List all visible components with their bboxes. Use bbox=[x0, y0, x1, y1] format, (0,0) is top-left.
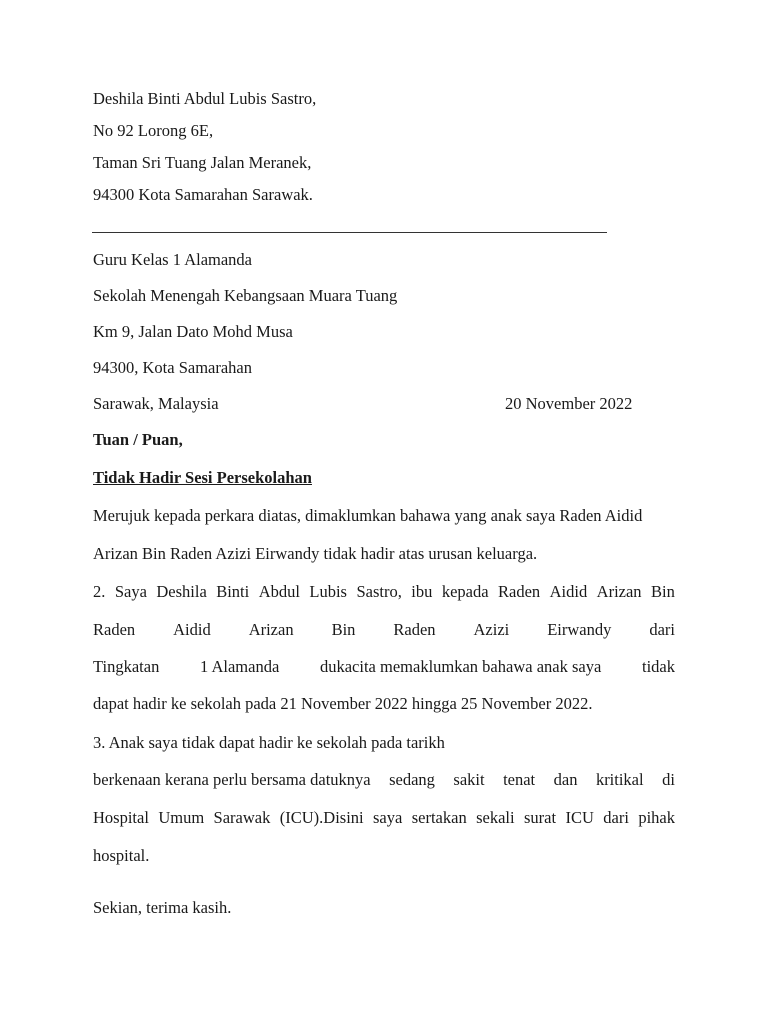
word: sedang bbox=[389, 770, 435, 789]
body-paragraph-2-line-3 bbox=[93, 657, 675, 677]
word: 1 Alamanda bbox=[200, 657, 280, 676]
word: di bbox=[662, 770, 675, 789]
word: Bin bbox=[331, 620, 356, 639]
word: (ICU).Disini bbox=[279, 808, 364, 827]
word: Raden bbox=[498, 582, 541, 601]
closing: Sekian, terima kasih. bbox=[93, 898, 232, 917]
word: Aidid bbox=[549, 582, 588, 601]
body-paragraph-1-line-1: Merujuk kepada perkara diatas, dimaklumkan bahawa yang anak saya Raden Aidid bbox=[93, 506, 643, 525]
body-paragraph-2-line-2 bbox=[93, 620, 675, 640]
word: ICU bbox=[565, 808, 594, 827]
recipient-line-3: Km 9, Jalan Dato Mohd Musa bbox=[93, 322, 293, 341]
word: Raden bbox=[93, 620, 136, 639]
recipient-line-2: Sekolah Menengah Kebangsaan Muara Tuang bbox=[93, 286, 398, 305]
word: pihak bbox=[638, 808, 675, 827]
recipient-line-1: Guru Kelas 1 Alamanda bbox=[93, 250, 252, 269]
word: Binti bbox=[216, 582, 250, 601]
word: dari bbox=[603, 808, 629, 827]
word: dan bbox=[553, 770, 578, 789]
sender-address-line-1: No 92 Lorong 6E, bbox=[93, 121, 214, 140]
word: Bin bbox=[651, 582, 675, 601]
word: surat bbox=[524, 808, 557, 827]
word: Sarawak bbox=[213, 808, 271, 827]
body-paragraph-1-line-2: Arizan Bin Raden Azizi Eirwandy tidak hadir atas urusan keluarga. bbox=[93, 544, 538, 563]
word: dukacita memaklumkan bahawa anak saya bbox=[319, 657, 602, 676]
word: kepada bbox=[441, 582, 489, 601]
salutation: Tuan / Puan, bbox=[93, 430, 183, 449]
word: berkenaan kerana perlu bersama datuknya bbox=[93, 770, 371, 789]
word: Sastro, bbox=[356, 582, 402, 601]
word: Lubis bbox=[309, 582, 347, 601]
word: Aidid bbox=[173, 620, 211, 639]
word: sekali bbox=[476, 808, 515, 827]
word: kritikal bbox=[595, 770, 644, 789]
word: ibu bbox=[411, 582, 433, 601]
word: Hospital bbox=[93, 808, 149, 827]
word: tenat bbox=[503, 770, 536, 789]
sender-name: Deshila Binti Abdul Lubis Sastro, bbox=[93, 89, 317, 108]
sender-address-line-3: 94300 Kota Samarahan Sarawak. bbox=[93, 185, 313, 204]
subject-heading: Tidak Hadir Sesi Persekolahan bbox=[93, 468, 312, 487]
word: dari bbox=[649, 620, 675, 639]
word: sertakan bbox=[411, 808, 467, 827]
word: sakit bbox=[453, 770, 485, 789]
word: Arizan bbox=[248, 620, 294, 639]
word: tidak bbox=[641, 657, 675, 676]
body-paragraph-2-line-4: dapat hadir ke sekolah pada 21 November 2022 hingga 25 November 2022. bbox=[93, 694, 593, 713]
word: Tingkatan bbox=[93, 657, 160, 676]
word: Deshila bbox=[156, 582, 207, 601]
word: Arizan bbox=[596, 582, 642, 601]
separator-rule bbox=[92, 232, 607, 233]
word: Raden bbox=[393, 620, 436, 639]
sender-address-line-2: Taman Sri Tuang Jalan Meranek, bbox=[93, 153, 312, 172]
letter-date: 20 November 2022 bbox=[505, 394, 633, 413]
word: saya bbox=[373, 808, 403, 827]
body-paragraph-2-line-1 bbox=[93, 582, 675, 602]
word: Umum bbox=[158, 808, 205, 827]
body-paragraph-3-line-1: 3. Anak saya tidak dapat hadir ke sekolah pada tarikh bbox=[93, 733, 445, 752]
recipient-line-4: 94300, Kota Samarahan bbox=[93, 358, 252, 377]
body-paragraph-3-line-4: hospital. bbox=[93, 846, 150, 865]
word: Azizi bbox=[473, 620, 510, 639]
word: Saya bbox=[114, 582, 147, 601]
word: 2. bbox=[93, 582, 106, 601]
word: Abdul bbox=[258, 582, 300, 601]
word: Eirwandy bbox=[547, 620, 612, 639]
body-paragraph-3-line-2 bbox=[93, 770, 675, 790]
recipient-line-5: Sarawak, Malaysia bbox=[93, 394, 219, 413]
body-paragraph-3-line-3 bbox=[93, 808, 675, 828]
